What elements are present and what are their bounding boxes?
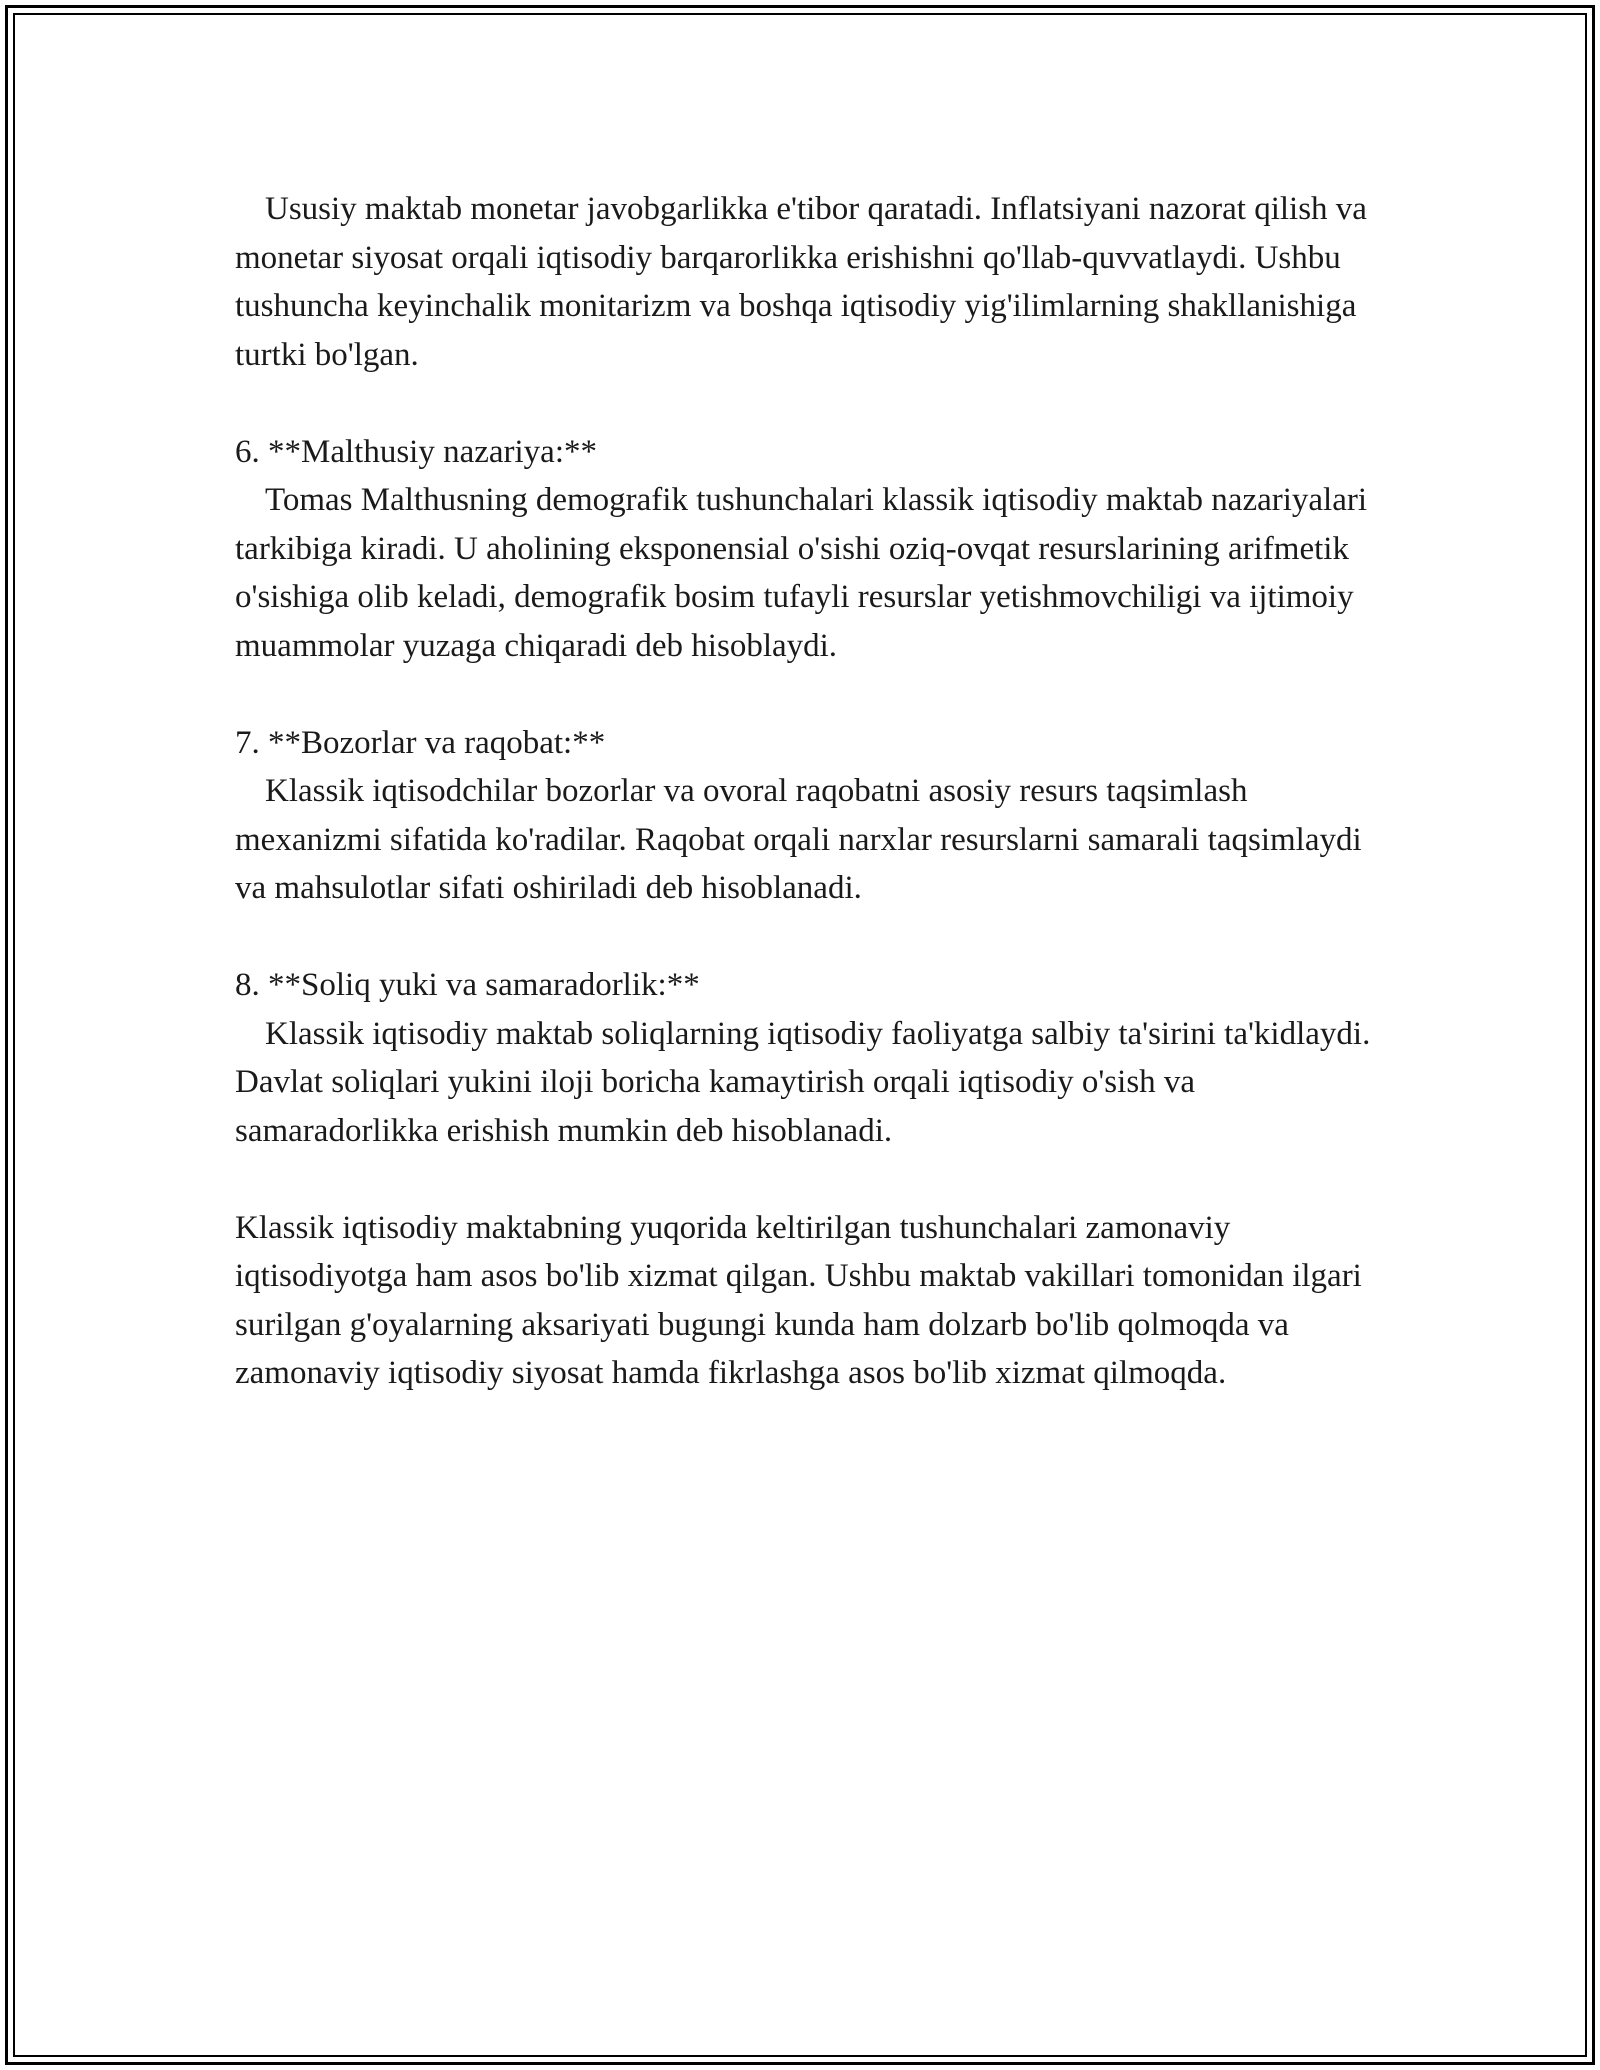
section-8 — [235, 961, 1385, 1155]
intro-paragraph-block — [235, 185, 1385, 379]
section-6-heading: 6. **Malthusiy nazariya:** — [235, 433, 598, 470]
section-7 — [235, 719, 1385, 913]
section-8-heading: 8. **Soliq yuki va samaradorlik:** — [235, 967, 700, 1003]
section-6 — [235, 428, 1385, 671]
conclusion-paragraph: Klassik iqtisodiy maktabning yuqorida keltirilgan tushunchalari zamonaviy iqtisodiyotga ham asos bo'lib xizmat qilgan. Ushbu maktab vakillari tomonidan ilgari surilgan g'oyalarning aksariyati bugungi kunda ham dolzarb bo'lib qolmoqda va zamonaviy iqtisodiy siyosat hamda fikrlashga asos bo'lib xizmat qilmoqda. — [235, 1209, 1362, 1391]
document-body — [235, 185, 1385, 1446]
intro-paragraph: Ususiy maktab monetar javobgarlikka e'tibor qaratadi. Inflatsiyani nazorat qilish va monetar siyosat orqali iqtisodiy barqarorlikka erishishni qo'llab-quvvatlaydi. Ushbu tushuncha keyinchalik monitarizm va boshqa iqtisodiy yig'ilimlarning shakllanishiga turtki bo'lgan. — [235, 191, 1367, 373]
conclusion-block — [235, 1204, 1385, 1398]
section-6-body: Tomas Malthusning demografik tushunchalari klassik iqtisodiy maktab nazariyalari tarkibiga kiradi. U aholining eksponensial o'sishi oziq-ovqat resurslarining arifmetik o'sishiga olib keladi, demografik bosim tufayli resurslar yetishmovchiligi va ijtimoiy muammolar yuzaga chiqaradi deb hisoblaydi. — [235, 482, 1368, 664]
section-7-body: Klassik iqtisodchilar bozorlar va ovoral raqobatni asosiy resurs taqsimlash mexanizmi sifatida ko'radilar. Raqobat orqali narxlar resurslarni samarali taqsimlaydi va mahsulotlar sifati oshiriladi deb hisoblanadi. — [235, 773, 1362, 906]
section-7-heading: 7. **Bozorlar va raqobat:** — [235, 724, 606, 761]
section-8-body: Klassik iqtisodiy maktab soliqlarning iqtisodiy faoliyatga salbiy ta'sirini ta'kidlaydi. Davlat soliqlari yukini iloji boricha kamaytirish orqali iqtisodiy o'sish va samaradorlikka erishish mumkin deb hisoblanadi. — [235, 1015, 1371, 1149]
